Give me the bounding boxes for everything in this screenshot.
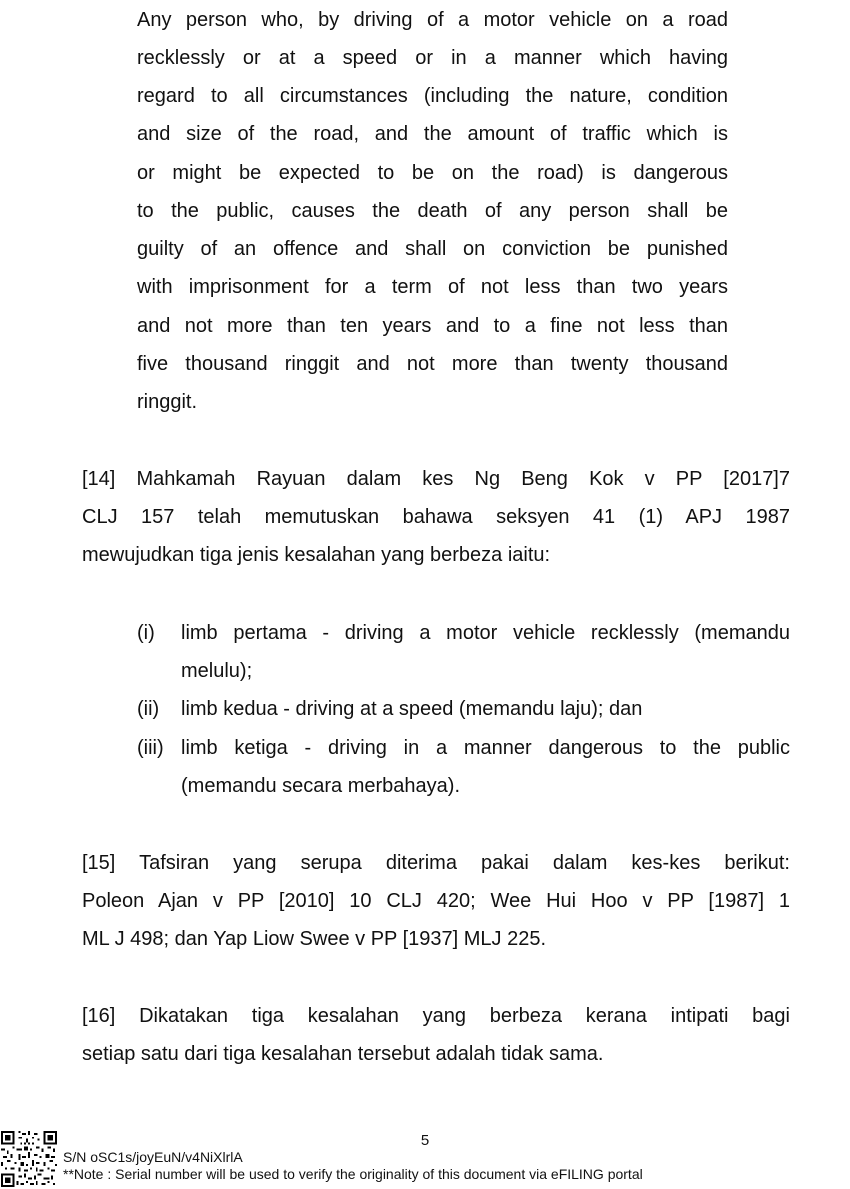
- list-item-text: limb pertama - driving a motor vehicle recklessly (memandu: [181, 622, 790, 644]
- paragraph-14-line: mewujudkan tiga jenis kesalahan yang berbeza iaitu:: [82, 544, 551, 566]
- verification-note: **Note : Serial number will be used to verify the originality of this document via eFILING portal: [63, 1166, 643, 1182]
- paragraph-15-line: ML J 498; dan Yap Liow Swee v PP [1937] MLJ 225.: [82, 928, 546, 950]
- paragraph-15-line: [15] Tafsiran yang serupa diterima pakai dalam kes-kes berikut:: [82, 852, 790, 874]
- paragraph-16-line: setiap satu dari tiga kesalahan tersebut adalah tidak sama.: [82, 1043, 604, 1065]
- quote-line: to the public, causes the death of any person shall be: [137, 200, 728, 222]
- page-number: 5: [420, 1132, 430, 1149]
- list-item-number: (iii): [137, 737, 164, 759]
- list-item-text: (memandu secara merbahaya).: [181, 775, 461, 797]
- quote-line: ringgit.: [137, 391, 198, 413]
- quote-line: and size of the road, and the amount of traffic which is: [137, 123, 728, 145]
- list-item-text: limb kedua - driving at a speed (memandu laju); dan: [181, 698, 643, 720]
- paragraph-14-line: [14] Mahkamah Rayuan dalam kes Ng Beng Kok v PP [2017]7: [82, 468, 790, 490]
- quote-line: Any person who, by driving of a motor vehicle on a road: [137, 9, 728, 31]
- list-item-text: limb ketiga - driving in a manner dangerous to the public: [181, 737, 790, 759]
- list-item-text: melulu);: [181, 660, 253, 682]
- quote-line: five thousand ringgit and not more than twenty thousand: [137, 353, 728, 375]
- serial-number: S/N oSC1s/joyEuN/v4NiXlrlA: [63, 1149, 243, 1165]
- quote-line: with imprisonment for a term of not less than two years: [137, 276, 728, 298]
- paragraph-16-line: [16] Dikatakan tiga kesalahan yang berbeza kerana intipati bagi: [82, 1005, 790, 1027]
- quote-line: or might be expected to be on the road) is dangerous: [137, 162, 728, 184]
- quote-line: regard to all circumstances (including the nature, condition: [137, 85, 728, 107]
- paragraph-15-line: Poleon Ajan v PP [2010] 10 CLJ 420; Wee Hui Hoo v PP [1987] 1: [82, 890, 790, 912]
- quote-line: guilty of an offence and shall on conviction be punished: [137, 238, 728, 260]
- list-item-number: (ii): [137, 698, 160, 720]
- list-item-number: (i): [137, 622, 155, 644]
- paragraph-14-line: CLJ 157 telah memutuskan bahawa seksyen 41 (1) APJ 1987: [82, 506, 790, 528]
- qr-code-icon: [1, 1131, 57, 1187]
- quote-line: and not more than ten years and to a fine not less than: [137, 315, 728, 337]
- quote-line: recklessly or at a speed or in a manner which having: [137, 47, 728, 69]
